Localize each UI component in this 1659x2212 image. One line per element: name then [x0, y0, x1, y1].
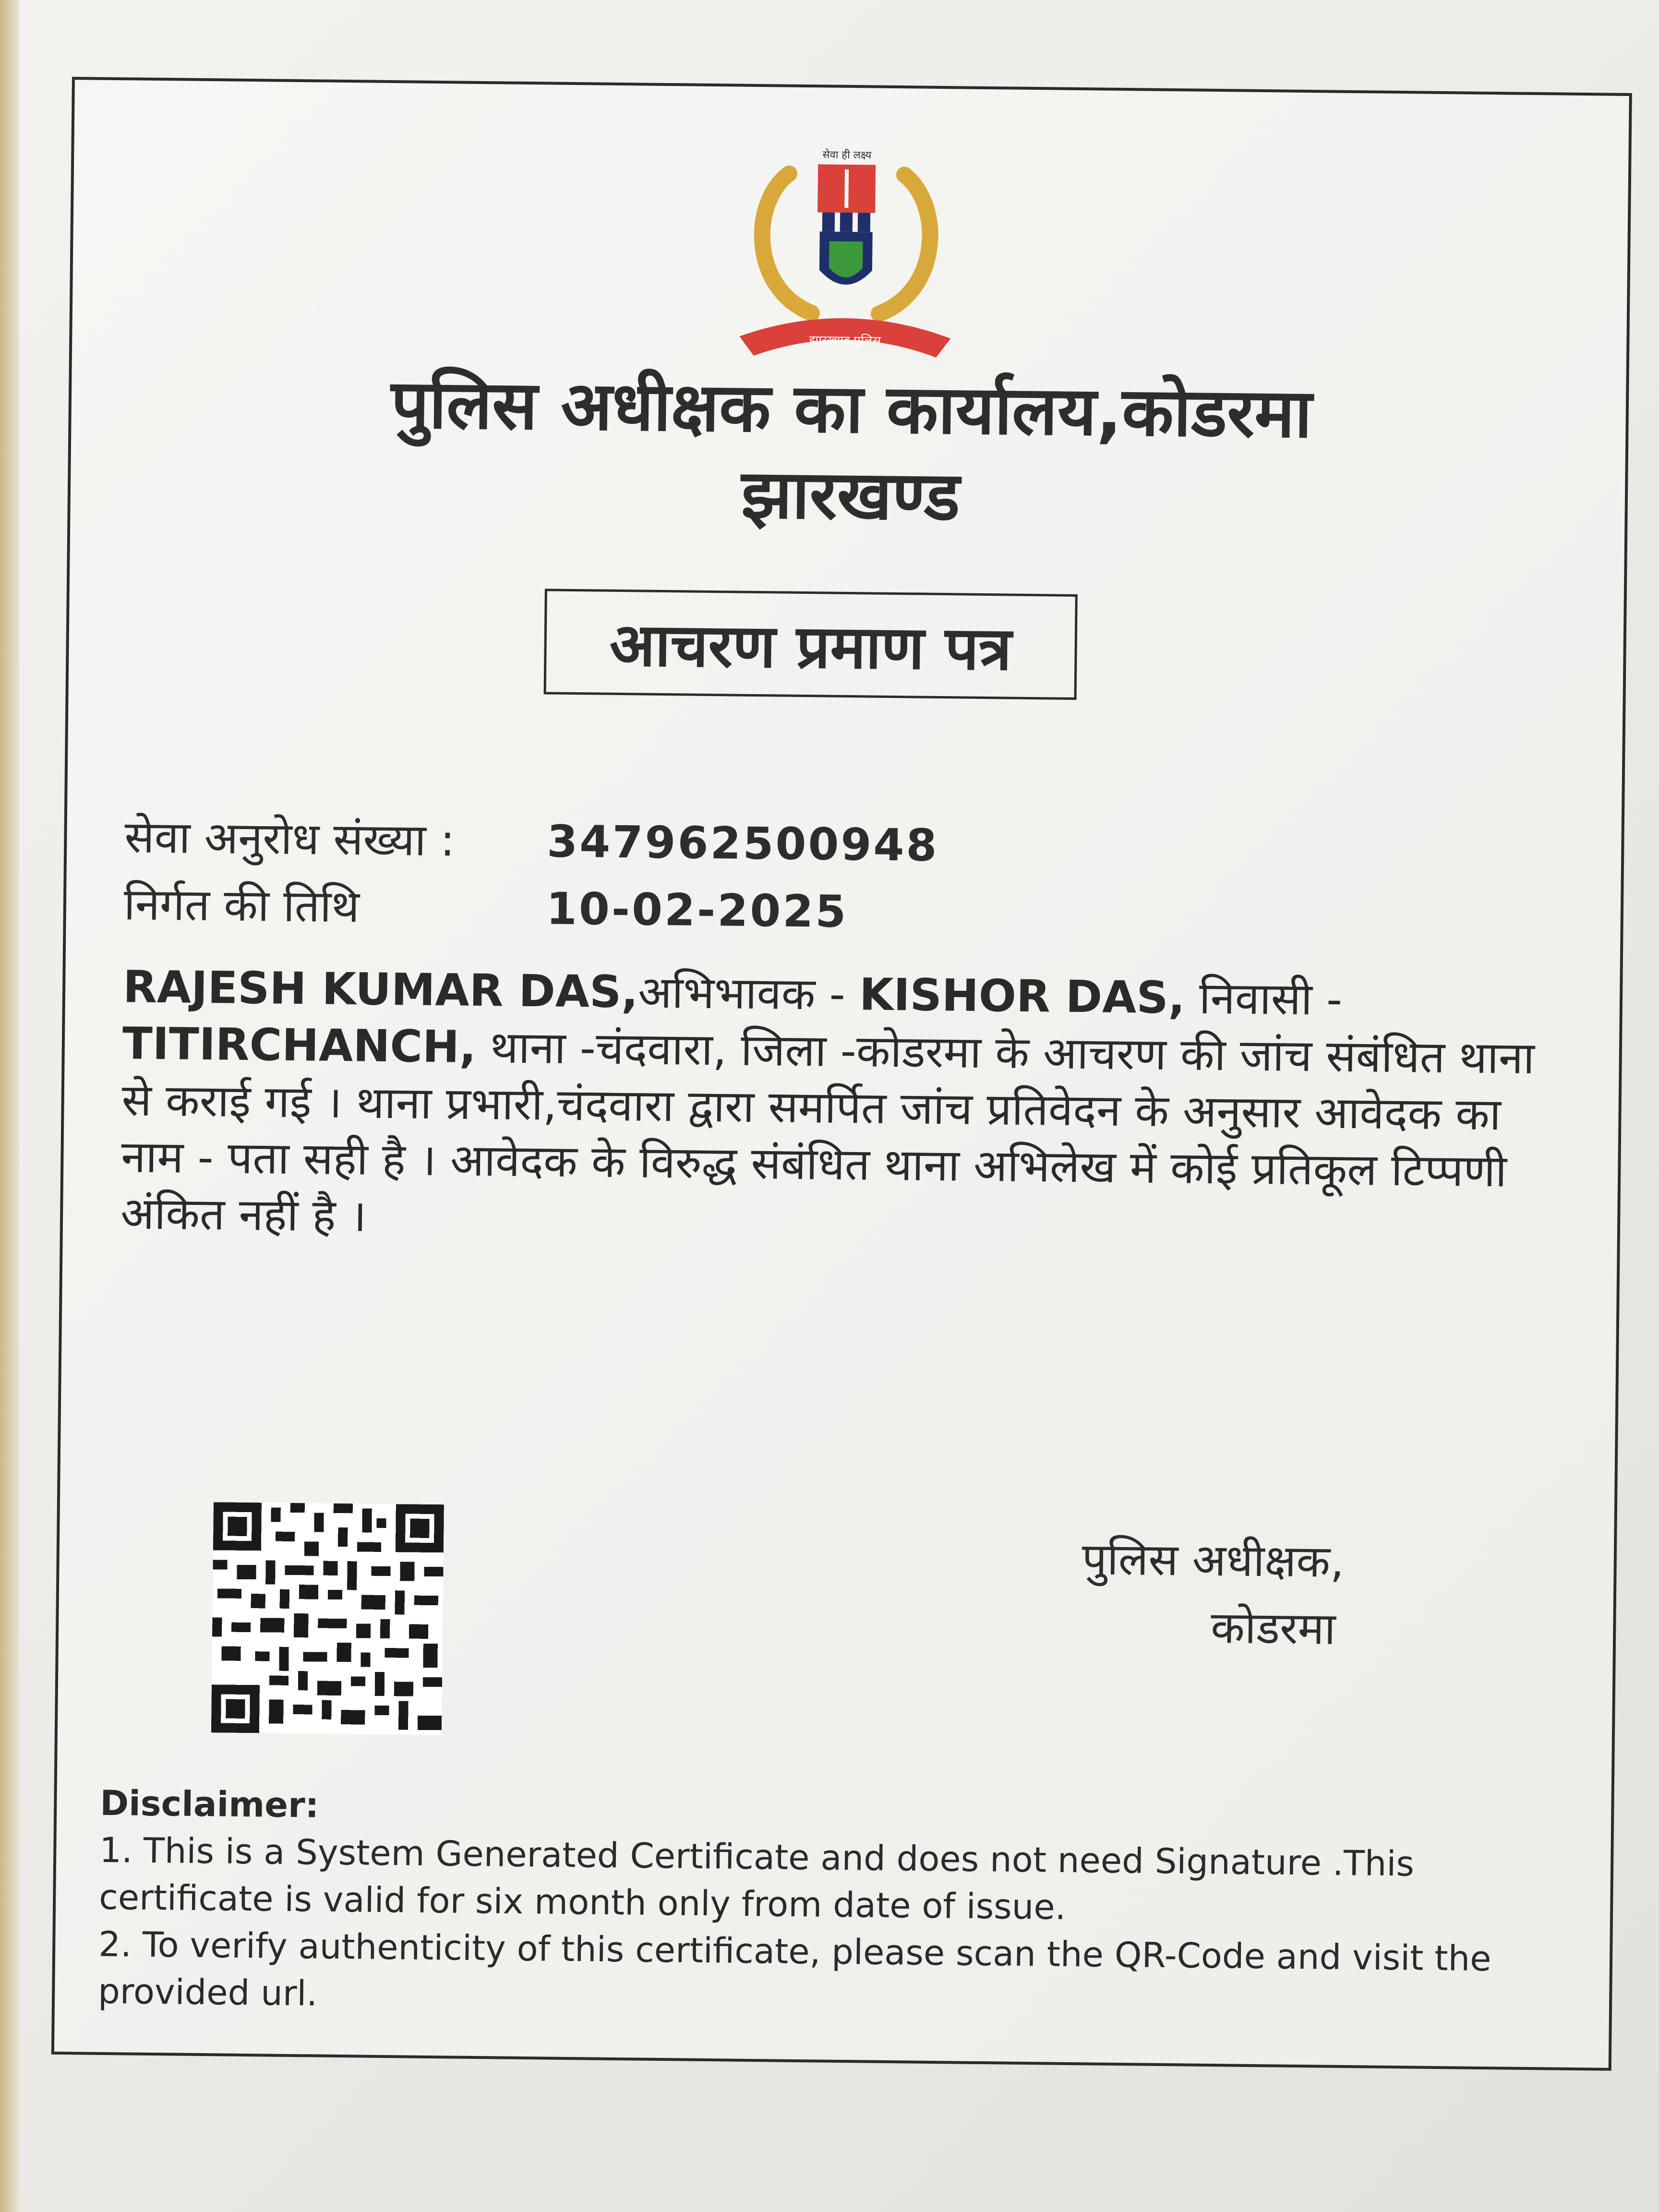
- applicant-name: RAJESH KUMAR DAS,: [122, 961, 638, 1018]
- disclaimer-heading: Disclaimer:: [99, 1782, 319, 1826]
- jharkhand-police-emblem: [730, 144, 962, 372]
- request-number-value: 347962500948: [546, 816, 939, 871]
- signatory-title: पुलिस अधीक्षक,: [1082, 1533, 1345, 1587]
- paper-edge: [0, 0, 19, 2212]
- issue-date-value: 10-02-2025: [546, 883, 848, 938]
- guardian-label: अभिभावक -: [637, 966, 860, 1021]
- verification-qr-code[interactable]: [211, 1502, 444, 1735]
- office-state: झारखण्ड: [741, 455, 961, 536]
- office-title: पुलिस अधीक्षक का कार्यालय,कोडरमा: [390, 365, 1313, 454]
- body-rest: थाना -चंदवारा, जिला -कोडरमा के आचरण की जांच संबंधित थाना से कराई गई । थाना प्रभारी,चंदवारा द्वारा समर्पित जांच प्रतिवेदन के अनुसार आवेदक का नाम - पता सही है । आवेदक के विरुद्ध संबंधित थाना अभिलेख में कोई प्रतिकूल टिप्पणी अंकित नहीं है ।: [120, 1021, 1535, 1242]
- certificate-body: [120, 959, 1544, 1257]
- emblem-banner: झारखण्ड पुलिस: [809, 333, 881, 349]
- issue-date-row: [123, 872, 848, 940]
- emblem-motto: सेवा ही लक्ष्य: [822, 149, 872, 162]
- certificate-frame: [51, 77, 1632, 2071]
- resident-label: निवासी -: [1185, 972, 1343, 1025]
- disclaimer-item-1: 1. This is a System Generated Certificate and does not need Signature .This certificate is valid for six month only from date of issue.: [98, 1829, 1415, 1927]
- disclaimer: [98, 1779, 1560, 2030]
- guardian-name: KISHOR DAS,: [859, 969, 1186, 1024]
- certificate-title-text: आचरण प्रमाण पत्र: [609, 610, 1012, 684]
- superintendent-signature-block: [1081, 1526, 1345, 1663]
- signatory-district: कोडरमा: [1210, 1602, 1336, 1655]
- request-number-row: [124, 805, 939, 874]
- request-number-label: सेवा अनुरोध संख्या :: [124, 811, 456, 866]
- disclaimer-item-2: 2. To verify authenticity of this certificate, please scan the QR-Code and visit the provided url.: [97, 1923, 1491, 2014]
- issue-date-label: निर्गत की तिथि: [123, 878, 360, 933]
- certificate-title: [544, 589, 1078, 700]
- village-name: TITIRCHANCH,: [122, 1018, 477, 1073]
